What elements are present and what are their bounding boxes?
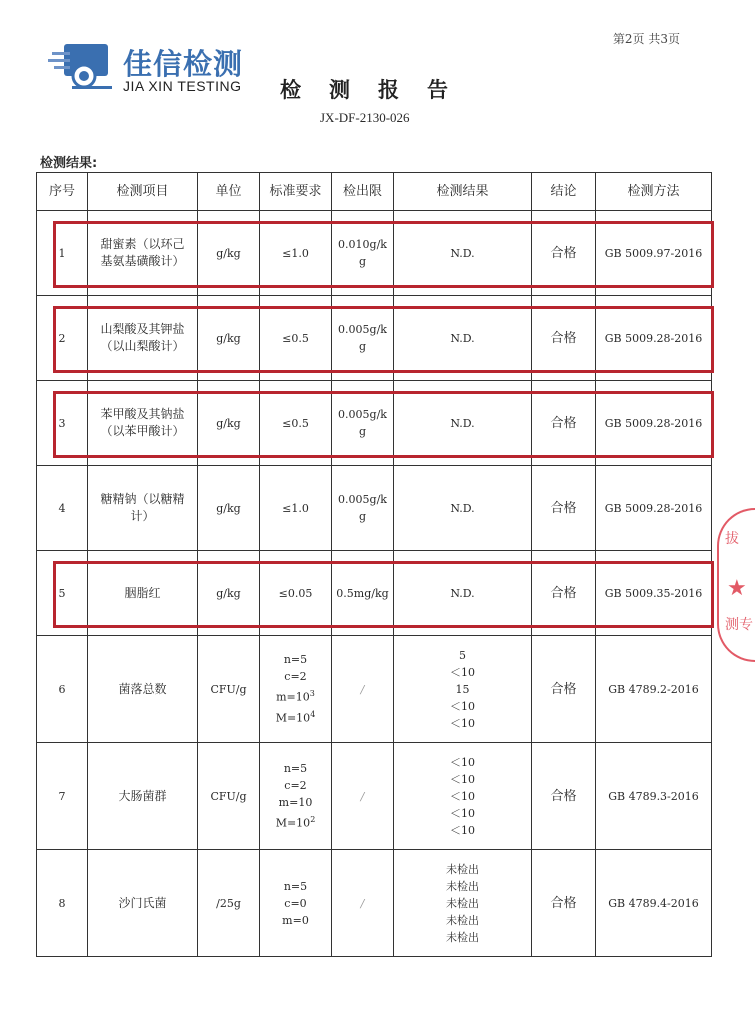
cell-standard xyxy=(260,466,332,551)
cell-item-text: 胭脂红 xyxy=(124,585,161,600)
cell-method: GB 5009.28-2016 xyxy=(596,296,712,381)
cell-standard-text: m=10 xyxy=(278,796,313,810)
cell-result-text: ＜10 xyxy=(450,755,475,769)
cell-detection-limit-text: 0.005g/k xyxy=(338,323,387,336)
cell-result xyxy=(394,743,532,850)
cell-unit: CFU/g xyxy=(198,743,260,850)
cell-standard xyxy=(260,850,332,957)
cell-result-line xyxy=(396,698,529,715)
cell-result-line xyxy=(396,500,529,517)
cell-detection-limit-line xyxy=(334,895,391,912)
cell-detection-limit-text: 0.005g/k xyxy=(338,408,387,421)
header-conclusion: 结论 xyxy=(532,173,596,211)
logo-english-text: JIA XIN TESTING xyxy=(123,78,242,94)
cell-no: 3 xyxy=(37,381,88,466)
star-icon: ★ xyxy=(727,576,747,601)
cell-detection-limit-text: g xyxy=(358,255,367,268)
cell-standard-text: ≤0.5 xyxy=(282,331,309,345)
cell-item-text: 计） xyxy=(130,509,155,523)
cell-result-text: ＜10 xyxy=(450,772,475,786)
cell-standard-exponent: 2 xyxy=(310,815,316,825)
cell-standard-line xyxy=(262,500,329,517)
header-detection-limit: 检出限 xyxy=(332,173,394,211)
cell-no: 1 xyxy=(37,211,88,296)
cell-item-line xyxy=(90,681,195,698)
cell-result-line xyxy=(396,929,529,946)
cell-result xyxy=(394,636,532,743)
cell-result-text: 未检出 xyxy=(446,879,479,893)
cell-result-line xyxy=(396,788,529,805)
cell-detection-limit xyxy=(332,636,394,743)
cell-unit: g/kg xyxy=(198,296,260,381)
cell-conclusion: 合格 xyxy=(532,743,596,850)
cell-standard-text: M=10 xyxy=(275,816,311,830)
cell-standard-text: ≤1.0 xyxy=(282,246,309,260)
cell-standard-text: c=2 xyxy=(284,779,307,793)
cell-method: GB 5009.28-2016 xyxy=(596,466,712,551)
cell-unit: g/kg xyxy=(198,211,260,296)
cell-result-line xyxy=(396,895,529,912)
cell-result-text: 未检出 xyxy=(446,896,479,910)
cell-result xyxy=(394,466,532,551)
cell-item xyxy=(88,743,198,850)
highlight-box xyxy=(53,221,714,288)
cell-result-text: N.D. xyxy=(450,246,475,260)
cell-detection-limit-line xyxy=(334,788,391,805)
header-no: 序号 xyxy=(37,173,88,211)
table-header-row xyxy=(37,173,712,211)
cell-no: 2 xyxy=(37,296,88,381)
cell-result-line xyxy=(396,647,529,664)
cell-conclusion: 合格 xyxy=(532,381,596,466)
cell-result-line xyxy=(396,912,529,929)
cell-detection-limit-line xyxy=(334,508,391,525)
cell-standard-text: M=10 xyxy=(275,711,311,725)
cell-method: GB 5009.35-2016 xyxy=(596,551,712,636)
cell-standard-line xyxy=(262,878,329,895)
page-number: 第2页 共3页 xyxy=(612,32,680,46)
logo-chinese-text: 佳信检测 xyxy=(123,47,244,81)
cell-detection-limit-text: g xyxy=(358,340,367,353)
cell-result-line xyxy=(396,805,529,822)
cell-result-text: ＜10 xyxy=(450,823,475,837)
cell-detection-limit-line xyxy=(334,681,391,698)
cell-conclusion: 合格 xyxy=(532,211,596,296)
cell-item-line xyxy=(90,508,195,525)
cell-method: GB 4789.3-2016 xyxy=(596,743,712,850)
cell-method: GB 4789.4-2016 xyxy=(596,850,712,957)
cell-no: 6 xyxy=(37,636,88,743)
cell-result-text: 未检出 xyxy=(446,930,479,944)
cell-standard-text: ≤1.0 xyxy=(282,501,309,515)
cell-standard-line xyxy=(262,912,329,929)
cell-detection-limit xyxy=(332,466,394,551)
logo-icon xyxy=(48,42,116,92)
cell-result-text: 15 xyxy=(455,682,470,696)
cell-result xyxy=(394,850,532,957)
cell-result-text: N.D. xyxy=(450,586,475,600)
header-item: 检测项目 xyxy=(88,173,198,211)
cell-standard-line xyxy=(262,685,329,706)
cell-standard-text: n=5 xyxy=(283,879,308,893)
header-result: 检测结果 xyxy=(394,173,532,211)
cell-detection-limit-text: 0.5mg/kg xyxy=(336,586,389,600)
cell-result-line xyxy=(396,861,529,878)
cell-result-text: 5 xyxy=(459,648,466,662)
cell-result-text: 未检出 xyxy=(446,862,479,876)
cell-result-text: 未检出 xyxy=(446,913,479,927)
table-row xyxy=(37,636,712,743)
cell-conclusion: 合格 xyxy=(532,636,596,743)
cell-item-text: （以山梨酸计） xyxy=(100,339,185,353)
cell-standard-line xyxy=(262,760,329,777)
cell-standard-line xyxy=(262,811,329,832)
highlight-box xyxy=(53,561,714,628)
cell-result-line xyxy=(396,715,529,732)
cell-item-text: 糖精钠（以糖精 xyxy=(100,492,185,506)
cell-standard-exponent: 3 xyxy=(309,689,315,699)
highlight-box xyxy=(53,306,714,373)
header-method: 检测方法 xyxy=(596,173,712,211)
cell-item-text: 甜蜜素（以环己 xyxy=(100,237,185,251)
cell-standard-exponent: 4 xyxy=(310,710,316,719)
cell-item-text: 苯甲酸及其钠盐 xyxy=(100,407,185,421)
cell-method: GB 5009.97-2016 xyxy=(596,211,712,296)
stamp-text-top: 拔 xyxy=(725,531,739,547)
cell-result-line xyxy=(396,681,529,698)
cell-result-line xyxy=(396,878,529,895)
cell-item-text: 基氨基磺酸计） xyxy=(100,254,185,268)
cell-detection-limit-text: 0.005g/k xyxy=(338,493,387,506)
red-stamp xyxy=(717,508,755,662)
cell-standard-text: n=5 xyxy=(283,762,308,776)
cell-item-text: （以苯甲酸计） xyxy=(100,424,185,438)
cell-item-line xyxy=(90,491,195,508)
cell-standard xyxy=(260,636,332,743)
cell-unit: /25g xyxy=(198,850,260,957)
cell-result-line xyxy=(396,664,529,681)
results-label: 检测结果: xyxy=(40,156,98,171)
cell-detection-limit-text: 0.010g/k xyxy=(338,238,387,251)
cell-standard xyxy=(260,743,332,850)
cell-standard-line xyxy=(262,794,329,811)
cell-item xyxy=(88,466,198,551)
cell-standard-line xyxy=(262,706,329,727)
cell-item-line xyxy=(90,895,195,912)
cell-detection-limit-text: g xyxy=(358,510,367,523)
cell-no: 8 xyxy=(37,850,88,957)
cell-standard-line xyxy=(262,651,329,668)
cell-result-text: N.D. xyxy=(450,331,475,345)
cell-item-text: 菌落总数 xyxy=(118,681,167,696)
table-row xyxy=(37,743,712,850)
cell-standard-line xyxy=(262,668,329,685)
cell-detection-limit-text: / xyxy=(360,789,365,803)
cell-standard-line xyxy=(262,777,329,794)
cell-unit: g/kg xyxy=(198,551,260,636)
cell-method: GB 5009.28-2016 xyxy=(596,381,712,466)
cell-result-line xyxy=(396,754,529,771)
cell-detection-limit xyxy=(332,743,394,850)
header-standard: 标准要求 xyxy=(260,173,332,211)
stamp-text-bottom: 测专 xyxy=(725,617,753,633)
cell-conclusion: 合格 xyxy=(532,850,596,957)
cell-detection-limit-text: / xyxy=(360,896,365,910)
cell-no: 4 xyxy=(37,466,88,551)
cell-result-text: ＜10 xyxy=(450,665,475,679)
cell-item xyxy=(88,636,198,743)
cell-conclusion: 合格 xyxy=(532,466,596,551)
cell-detection-limit-line xyxy=(334,491,391,508)
cell-item xyxy=(88,850,198,957)
report-number: JX-DF-2130-026 xyxy=(320,110,410,125)
cell-result-text: N.D. xyxy=(450,501,475,515)
cell-result-text: ＜10 xyxy=(450,789,475,803)
cell-detection-limit-text: / xyxy=(360,682,365,696)
cell-item-text: 山梨酸及其钾盐 xyxy=(100,322,185,336)
cell-item-text: 大肠菌群 xyxy=(118,788,167,803)
cell-result-text: ＜10 xyxy=(450,699,475,713)
cell-result-line xyxy=(396,822,529,839)
cell-conclusion: 合格 xyxy=(532,551,596,636)
highlight-box xyxy=(53,391,714,458)
header-unit: 单位 xyxy=(198,173,260,211)
cell-standard-line xyxy=(262,895,329,912)
cell-standard-text: c=2 xyxy=(284,670,307,684)
cell-no: 5 xyxy=(37,551,88,636)
cell-no: 7 xyxy=(37,743,88,850)
cell-unit: CFU/g xyxy=(198,636,260,743)
cell-result-line xyxy=(396,771,529,788)
report-title: 检测报告 xyxy=(280,77,476,102)
cell-standard-text: ≤0.5 xyxy=(282,416,309,430)
cell-detection-limit xyxy=(332,850,394,957)
cell-item-text: 沙门氏菌 xyxy=(118,895,167,910)
cell-result-text: ＜10 xyxy=(450,716,475,730)
cell-standard-text: m=10 xyxy=(276,691,310,704)
cell-detection-limit-text: g xyxy=(358,425,367,438)
cell-standard-text: m=0 xyxy=(282,913,309,927)
cell-conclusion: 合格 xyxy=(532,296,596,381)
cell-result-text: N.D. xyxy=(450,416,475,430)
company-logo xyxy=(48,40,278,100)
table-row xyxy=(37,850,712,957)
cell-method: GB 4789.2-2016 xyxy=(596,636,712,743)
cell-unit: g/kg xyxy=(198,466,260,551)
cell-item-line xyxy=(90,788,195,805)
cell-unit: g/kg xyxy=(198,381,260,466)
table-row xyxy=(37,466,712,551)
cell-standard-text: ≤0.05 xyxy=(278,586,313,600)
cell-standard-text: n=5 xyxy=(283,653,308,667)
cell-standard-text: c=0 xyxy=(284,896,307,910)
cell-result-text: ＜10 xyxy=(450,806,475,820)
